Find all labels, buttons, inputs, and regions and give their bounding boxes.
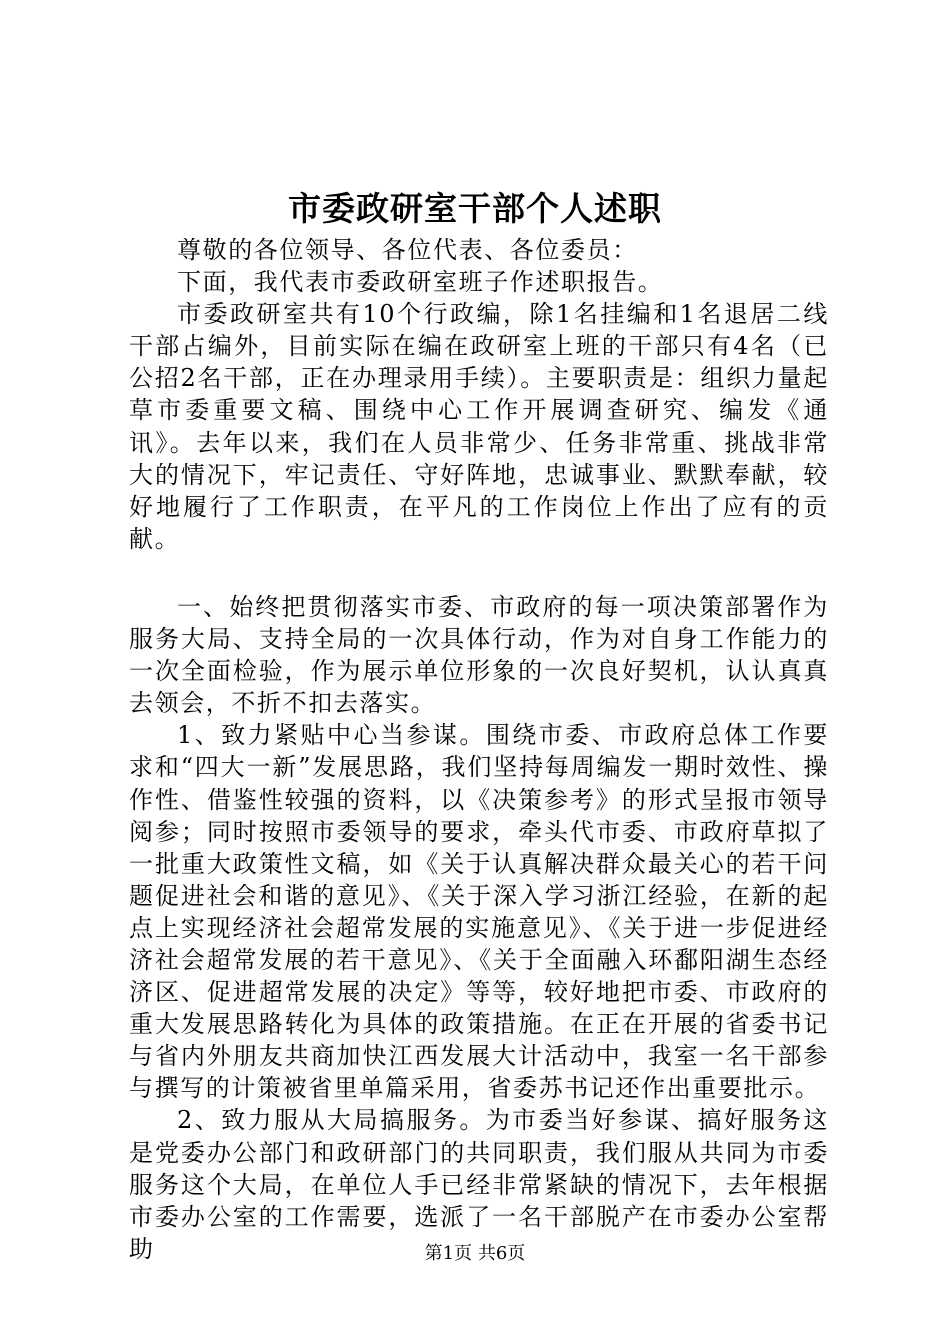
intro-paragraph: 下面，我代表市委政研室班子作述职报告。 [177, 268, 664, 297]
salutation-paragraph: 尊敬的各位领导、各位代表、各位委员： [177, 236, 638, 264]
item-one-paragraph: 1、致力紧贴中心当参谋。围绕市委、市政府总体工作要求和“四大一新”发展思路，我们坚持每周编发一期时效性、操作性、借鉴性较强的资料，以《决策参考》的形式呈报市领导阅参；同时按照市委领导的要求，牵头代市委、市政府草拟了一批重大政策性文稿，如《关于认真解决群众最关心的若干问题促进社会和谐的意见》、《关于深入学习浙江经验，在新的起点上实现经济社会超常发展的实施意见》、《关于进一步促进经济社会超常发展的若干意见》、《关于全面融入环鄱阳湖生态经济区、促进超常发展的决定》等等，较好地把市委、市政府的重大发展思路转化为具体的政策措施。在正在开展的省委书记与省内外朋友共商加快江西发展大计活动中，我室一名干部参与撰写的计策被省里单篇采用，省委苏书记还作出重要批示。 [129, 721, 829, 1103]
page-footer: 第1页 共6页 [424, 1243, 526, 1264]
document-title: 市委政研室干部个人述职 [288, 189, 662, 228]
section-one-heading-paragraph: 一、始终把贯彻落实市委、市政府的每一项决策部署作为服务大局、支持全局的一次具体行动，作为对自身工作能力的一次全面检验，作为展示单位形象的一次良好契机，认认真真去领会，不折不扣去落实。 [129, 592, 829, 718]
document-body [129, 234, 829, 1265]
item-two-paragraph: 2、致力服从大局搞服务。为市委当好参谋、搞好服务这是党委办公部门和政研部门的共同职责，我们服从共同为市委服务这个大局，在单位人手已经非常紧缺的情况下，去年根据市委办公室的工作需要，选派了一名干部脱产在市委办公室帮助 [129, 1106, 829, 1263]
overview-paragraph: 市委政研室共有10个行政编，除1名挂编和1名退居二线干部占编外，目前实际在编在政研室上班的干部只有4名（已公招2名干部，正在办理录用手续）。主要职责是：组织力量起草市委重要文稿、围绕中心工作开展调查研究、编发《通讯》。去年以来，我们在人员非常少、任务非常重、挑战非常大的情况下，牢记责任、守好阵地，忠诚事业、默默奉献，较好地履行了工作职责，在平凡的工作岗位上作出了应有的贡献。 [129, 300, 829, 553]
